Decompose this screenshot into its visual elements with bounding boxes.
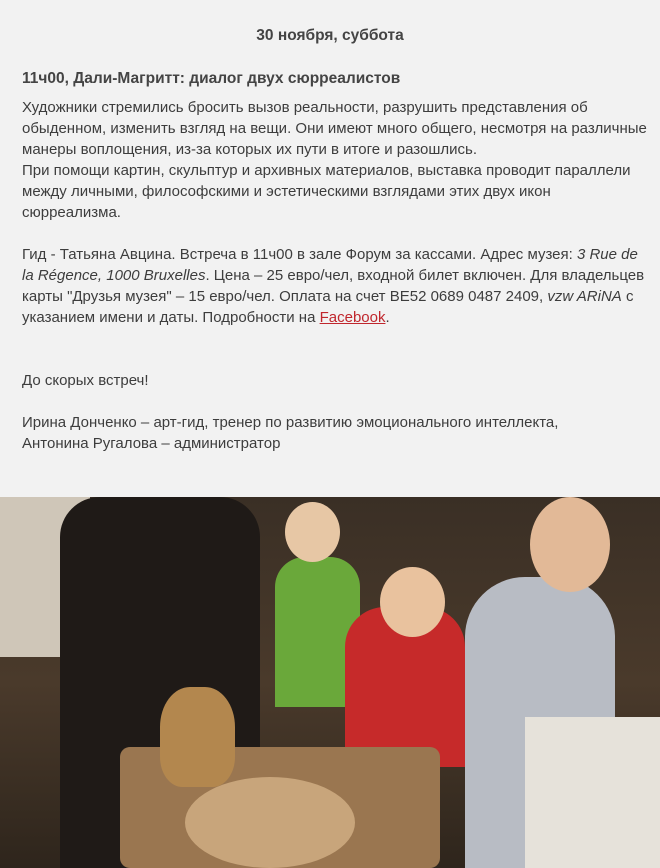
event-description: Художники стремились бросить вызов реальности, разрушить представления об обыденном, изменить взгляд на вещи. Они имеют много общего, несмотря на различные манеры воплощения, из-за которых их пути в итоге и разошлись. — [22, 99, 647, 158]
newsletter-body — [22, 68, 647, 454]
museum-address: 3 Rue de la Régence, 1000 Bruxelles — [22, 246, 638, 284]
signature-line: Ирина Донченко – арт-гид, тренер по развитию эмоционального интеллекта, — [22, 414, 559, 431]
facebook-link[interactable]: Facebook — [319, 309, 386, 326]
event-title: 11ч00, Дали-Магритт: диалог двух сюрреалистов — [22, 70, 401, 87]
date-heading: 30 ноября, суббота — [256, 27, 404, 44]
event-description: При помощи картин, скульптур и архивных материалов, выставка проводит параллели между личными, философскими и эстетическими взглядами этих двух икон сюрреализма. — [22, 162, 631, 221]
account-name: vzw ARiNA — [547, 288, 622, 305]
event-details: Гид - Татьяна Авцина. Встреча в 11ч00 в зале Форум за кассами. Адрес музея: 3 Rue de la Régence, 1000 Bruxelles. Цена – 25 евро/чел, входной билет включен. Для владельцев карты "Друзья музея" – 15 евро/чел. Оплата на счет BE52 0689 0487 2409, vzw ARiNA с указанием имени и даты. Подробности на Facebook. — [22, 246, 645, 326]
signature-line: Антонина Ругалова – администратор — [22, 435, 281, 452]
event-photo — [0, 497, 660, 868]
closing-text: До скорых встреч! — [22, 372, 149, 389]
